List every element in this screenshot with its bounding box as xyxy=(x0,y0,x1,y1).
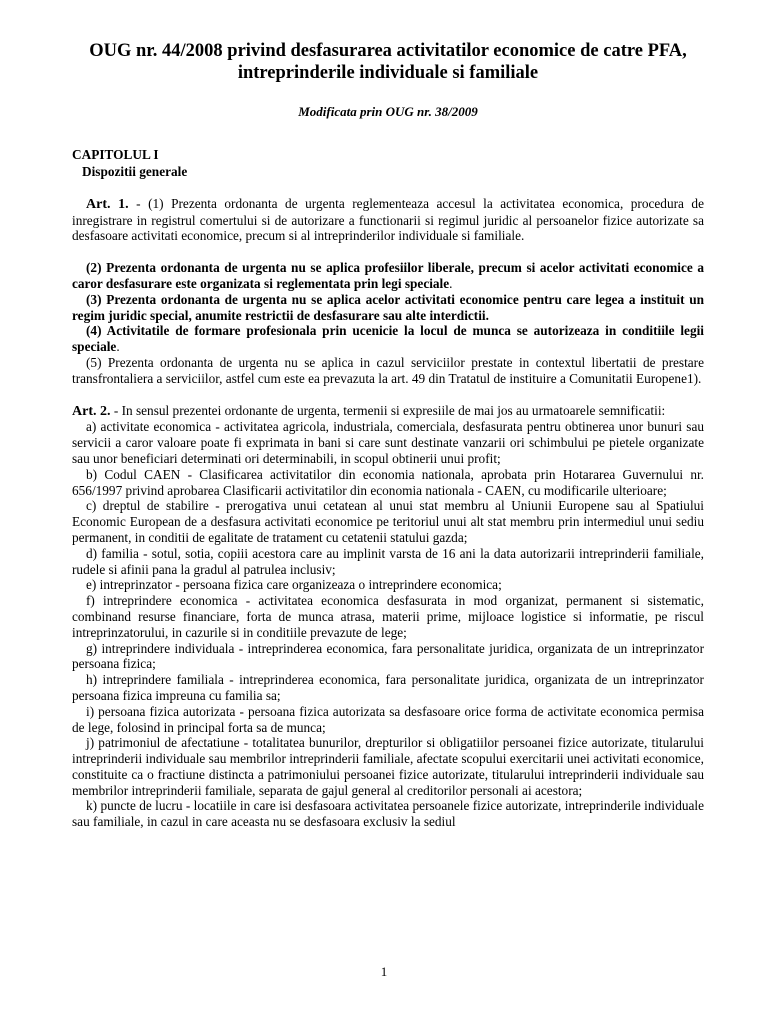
art2-item: k) puncte de lucru - locatiile in care isi desfasoara activitatea persoanele fizice autorizate, intreprinderile individuale sau familiale, in cazul in care aceasta nu se desfasoara exclusiv la sediul xyxy=(72,798,704,830)
chapter-label: CAPITOLUL I xyxy=(72,146,159,162)
art2-item: d) familia - sotul, sotia, copiii acestora care au implinit varsta de 16 ani la data autorizarii intreprinderii familiale, rudele si afinii pana la gradul al patrulea inclusiv; xyxy=(72,545,704,577)
page-number: 1 xyxy=(380,964,388,979)
art2-intro-text: - In sensul prezentei ordonante de urgenta, termenii si expresiile de mai jos au urmatoarele semnificatii: xyxy=(110,402,666,418)
art2-item: e) intreprinzator - persoana fizica care organizeaza o intreprindere economica; xyxy=(86,577,502,593)
art1-paragraph-2: (2) Prezenta ordonanta de urgenta nu se aplica profesiilor liberale, precum si acelor activitati economice a caror desfasurare este organizata si reglementata prin legi speciale. xyxy=(72,260,704,291)
document-page xyxy=(72,40,704,830)
art2-item: g) intreprindere individuala - intreprinderea economica, fara personalitate juridica, organizata de un intreprinzator persoana fizica; xyxy=(72,640,704,672)
art1-paragraph-3: (3) Prezenta ordonanta de urgenta nu se aplica acelor activitati economice pentru care legea a instituit un regim juridic special, anumite restrictii de desfasurare sau alte interdictii. xyxy=(72,291,704,323)
art2-item: j) patrimoniul de afectatiune - totalitatea bunurilor, drepturilor si obligatiilor persoanei fizice autorizate, titularului intreprinderii individuale sau membrilor intreprinderii familiale, afectate scopului exercitarii unei activitati economice, constituite ca o fractiune distincta a patrimoniului persoanei fizice autorizate, titularului intreprinderii individuale sau membrilor intreprinderii familiale, separata de gajul general al creditorilor personali ai acestora; xyxy=(72,735,704,798)
art1-p1-text: - (1) Prezenta ordonanta de urgenta reglementeaza accesul la activitatea economica, procedura de inregistrare in registrul comertului si de autorizare a functionarii si regimul juridic al persoanelor fizice autorizate sa desfasoare activitati economice, precum si al intreprinderilor individuale si familiale. xyxy=(72,195,704,244)
art2-item: b) Codul CAEN - Clasificarea activitatilor din economia nationala, aprobata prin Hotararea Guvernului nr. 656/1997 privind aprobarea Clasificarii activitatilor din economia nationala - CAEN, cu modificarile ulterioare; xyxy=(72,466,704,498)
document-subtitle: Modificata prin OUG nr. 38/2009 xyxy=(298,104,478,119)
art2-item: i) persoana fizica autorizata - persoana fizica autorizata sa desfasoare orice forma de activitate economica permisa de lege, folosind in principal forta sa de munca; xyxy=(72,703,704,735)
art2-intro xyxy=(72,403,704,420)
art2-item: a) activitate economica - activitatea agricola, industriala, comerciala, desfasurata pentru obtinerea unor bunuri sau servicii a caror valoare poate fi exprimata in bani si care sunt destinate vanzarii ori schimbului pe pietele organizate sau unor beneficiari determinati ori determinabili, in scopul obtinerii unui profit; xyxy=(72,419,704,466)
art2-item: c) dreptul de stabilire - prerogativa unui cetatean al unui stat membru al Uniunii Europene sau al Spatiului Economic European de a desfasura activitati economice pe teritoriul unui alt stat membru prin intermediul unui sediu permanent, in conditii de egalitate de tratament cu cetatenii statului gazda; xyxy=(72,498,704,545)
chapter-name: Dispozitii generale xyxy=(82,163,188,179)
document-title: OUG nr. 44/2008 privind desfasurarea activitatilor economice de catre PFA, intreprinderile individuale si familiale xyxy=(89,41,687,83)
art1-paragraph-5: (5) Prezenta ordonanta de urgenta nu se aplica in cazul serviciilor prestate in contextul libertatii de prestare transfrontaliera a serviciilor, astfel cum este ea prevazuta la art. 49 din Tratatul de instituire a Comunitatii Europene1). xyxy=(72,354,704,386)
art1-p4-text: (4) Activitatile de formare profesionala prin ucenicie la locul de munca se autorizeaza in conditiile legii speciale xyxy=(72,323,704,355)
art1-label: Art. 1. xyxy=(86,196,129,212)
art1-paragraph-1 xyxy=(72,196,704,244)
art1-paragraph-4: (4) Activitatile de formare profesionala prin ucenicie la locul de munca se autorizeaza in conditiile legii speciale. xyxy=(72,323,704,355)
art2-item: f) intreprindere economica - activitatea economica desfasurata in mod organizat, permanent si sistematic, combinand resurse financiare, forta de munca atrasa, materii prime, mijloace logistice si informatie, pe riscul intreprinzatorului, in cazurile si in conditiile prevazute de lege; xyxy=(72,593,704,640)
art2-label: Art. 2. xyxy=(72,403,111,419)
art2-item: h) intreprindere familiala - intreprinderea economica, fara personalitate juridica, organizata de un intreprinzator persoana fizica impreuna cu familia sa; xyxy=(72,672,704,703)
art1-p2-text: (2) Prezenta ordonanta de urgenta nu se aplica profesiilor liberale, precum si acelor activitati economice a caror desfasurare este organizata si reglementata prin legi speciale xyxy=(72,260,704,291)
